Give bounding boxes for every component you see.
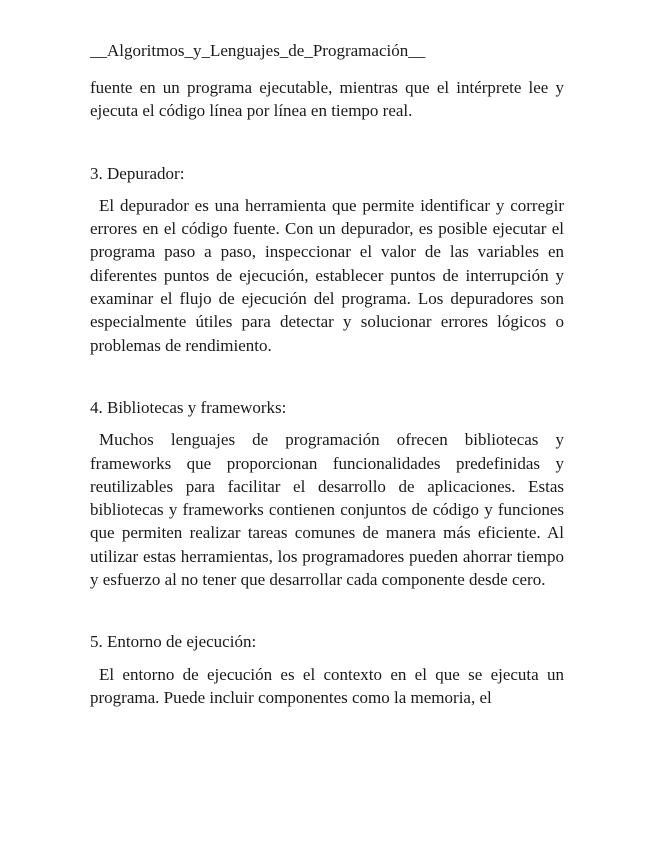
section-body-depurador: El depurador es una herramienta que permite identificar y corregir errores en el código fuente. Con un depurador, es posible ejecutar el programa paso a paso, inspeccionar el valor de las variables en diferentes puntos de ejecución, establecer puntos de interrupción y examinar el flujo de ejecución del programa. Los depuradores son especialmente útiles para detectar y solucionar errores lógicos o problemas de rendimiento. [90,195,564,355]
section-heading-bibliotecas: 4. Bibliotecas y frameworks: [90,397,287,417]
intro-paragraph: fuente en un programa ejecutable, mientras que el intérprete lee y ejecuta el código línea por línea en tiempo real. [90,78,564,121]
document-body [90,76,564,709]
page-header-title: __Algoritmos_y_Lenguajes_de_Programación__ [90,41,426,60]
section-heading-entorno: 5. Entorno de ejecución: [90,632,257,652]
section-heading-depurador: 3. Depurador: [90,163,185,183]
section-body-entorno: El entorno de ejecución es el contexto en el que se ejecuta un programa. Puede incluir componentes como la memoria, el [90,664,564,707]
section-body-bibliotecas: Muchos lenguajes de programación ofrecen bibliotecas y frameworks que proporcionan funcionalidades predefinidas y reutilizables para facilitar el desarrollo de aplicaciones. Estas bibliotecas y frameworks contienen conjuntos de código y funciones que permiten realizar tareas comunes de manera más eficiente. Al utilizar estas herramientas, los programadores pueden ahorrar tiempo y esfuerzo al no tener que desarrollar cada componente desde cero. [90,430,564,590]
